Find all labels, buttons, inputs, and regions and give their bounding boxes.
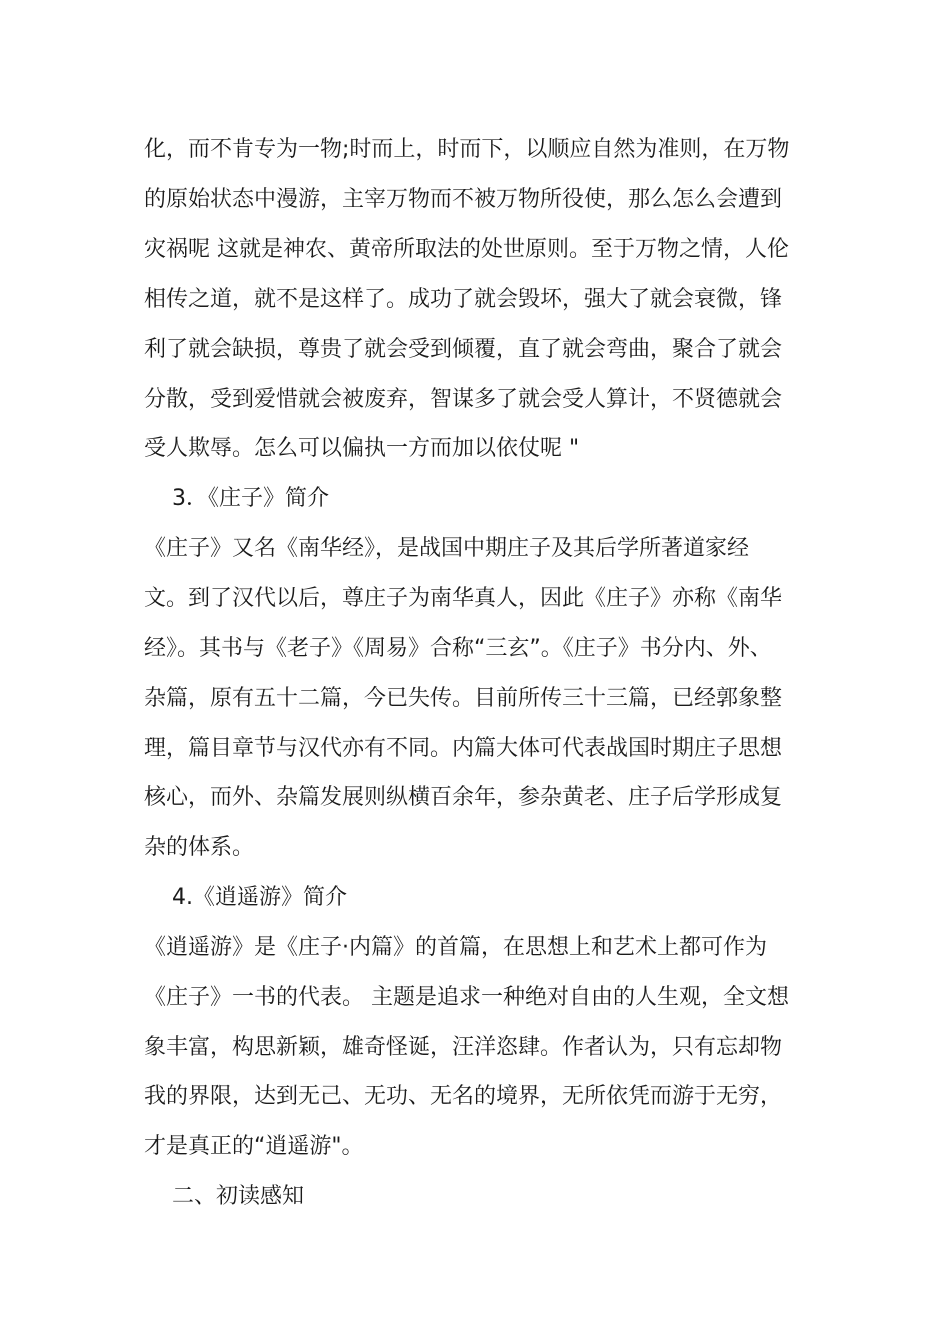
text-line: 《庄子》又名《南华经》，是战国中期庄子及其后学所著道家经 [144,536,750,561]
section-heading: 二、初读感知 [172,1184,305,1209]
text-line: 相传之道，就不是这样了。成功了就会毁坏，强大了就会衰微，锋 [144,287,783,312]
text-line: 灾祸呢 这就是神农、黄帝所取法的处世原则。至于万物之情，人伦 [144,237,789,262]
text-line: 受人欺辱。怎么可以偏执一方而加以依仗呢 " [144,436,580,461]
text-line: 才是真正的“逍遥游"。 [144,1134,364,1159]
text-line: 化，而不肯专为一物;时而上，时而下，以顺应自然为准则，在万物 [144,137,790,162]
text-line: 文。到了汉代以后，尊庄子为南华真人，因此《庄子》亦称《南华 [144,586,783,611]
text-line: 经》。其书与《老子》《周易》合称“三玄”。《庄子》书分内、外、 [144,636,772,661]
text-line: 分散，受到爱惜就会被废弃，智谋多了就会受人算计，不贤德就会 [144,387,783,412]
section-heading: 3．《庄子》简介 [172,486,329,511]
text-line: 利了就会缺损，尊贵了就会受到倾覆，直了就会弯曲，聚合了就会 [144,337,783,362]
text-line: 核心，而外、杂篇发展则纵横百余年，参杂黄老、庄子后学形成复 [144,785,783,810]
text-line: 象丰富，构思新颖，雄奇怪诞，汪洋恣肆。作者认为，只有忘却物 [144,1035,783,1060]
text-line: 《逍遥游》是《庄子·内篇》的首篇，在思想上和艺术上都可作为 [144,935,767,960]
text-line: 理，篇目章节与汉代亦有不同。内篇大体可代表战国时期庄子思想 [144,736,783,761]
text-line: 的原始状态中漫游，主宰万物而不被万物所役使，那么怎么会遭到 [144,187,783,212]
section-heading: 4.《逍遥游》简介 [172,885,347,910]
text-line: 杂的体系。 [144,835,255,860]
text-line: 杂篇，原有五十二篇，今已失传。目前所传三十三篇，已经郭象整 [144,686,783,711]
text-line: 《庄子》一书的代表。 主题是追求一种绝对自由的人生观，全文想 [144,985,789,1010]
text-line: 我的界限，达到无己、无功、无名的境界，无所依凭而游于无穷， [144,1084,783,1109]
